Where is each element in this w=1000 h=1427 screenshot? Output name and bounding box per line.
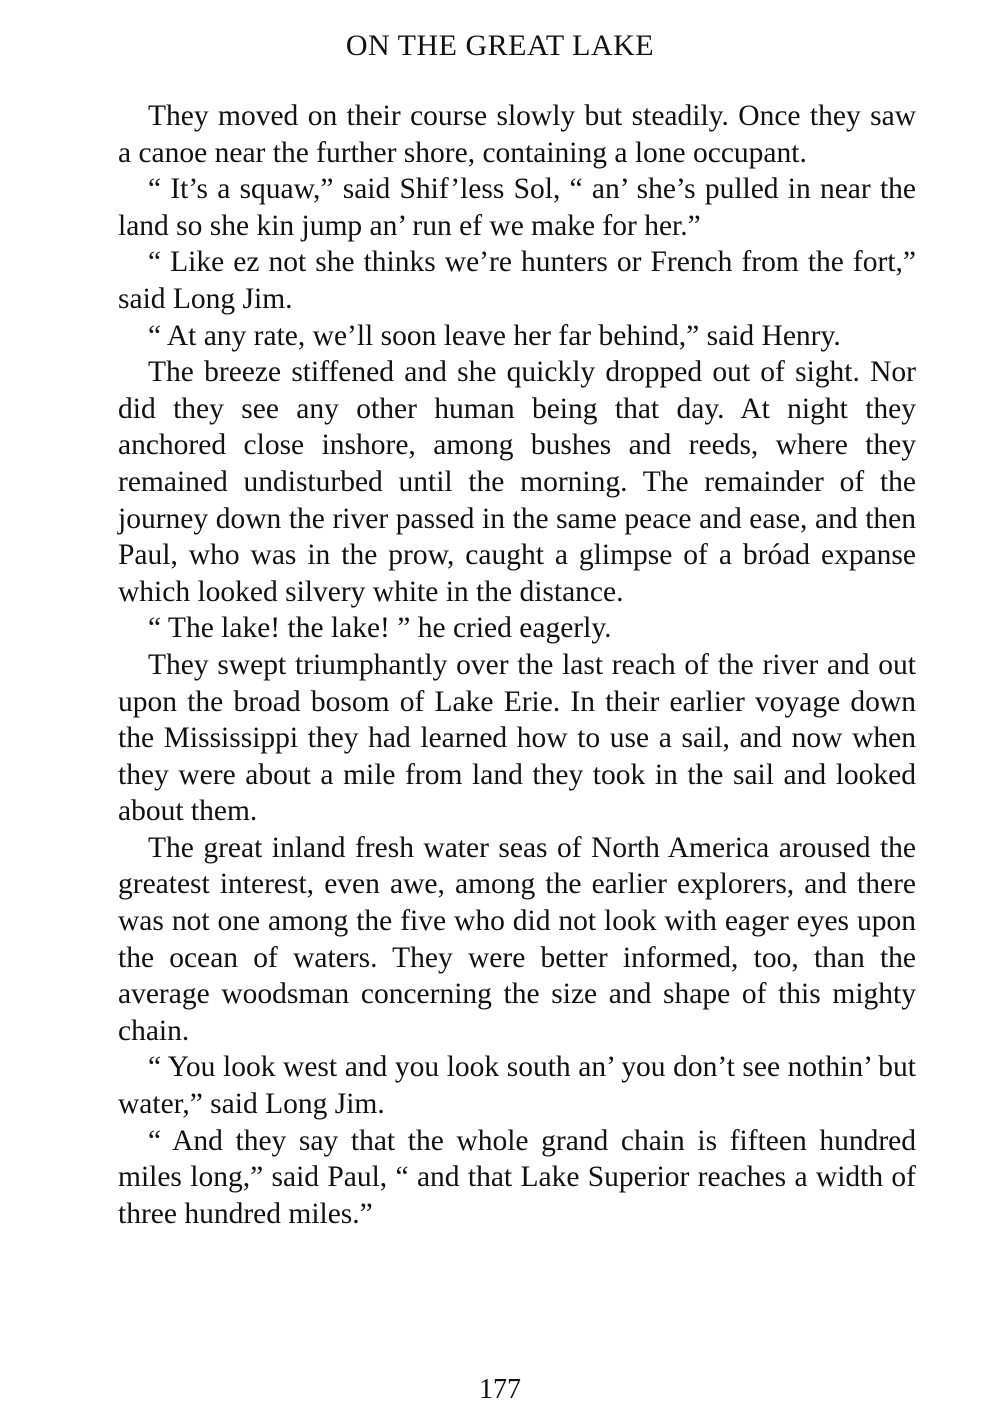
paragraph: “ It’s a squaw,” said Shif’less Sol, “ an’ she’s pulled in near the land so she kin jump an’ run ef we make for her.”: [118, 173, 916, 242]
paragraph: “ You look west and you look south an’ you don’t see nothin’ but water,” said Long Jim.: [118, 1051, 916, 1121]
paragraph: They swept triumphantly over the last reach of the river and out upon the broad bosom of Lake Erie. In their earlier voyage down the Mississippi they had learned how to use a sail, and now when they were about a mile from land they took in the sail and looked about them.: [118, 648, 916, 828]
paragraph: “ Like ez not she thinks we’re hunters or French from the fort,” said Long Jim.: [118, 246, 916, 315]
paragraph: “ The lake! the lake! ” he cried eagerly.: [148, 612, 612, 645]
paragraph: The great inland fresh water seas of North America aroused the greatest interest, even awe, among the earlier explorers, and there was not one among the five who did not look with eager eyes upon the ocean of waters. They were better informed, too, than the average woodsman concerning the size and shape of this mighty chain.: [118, 831, 916, 1047]
paragraph: They moved on their course slowly but steadily. Once they saw a canoe near the further shore, containing a lone occupant.: [118, 100, 916, 169]
body-text: [118, 98, 916, 1232]
page-number: 177: [479, 1374, 521, 1405]
paragraph: The breeze stiffened and she quickly dropped out of sight. Nor did they see any other human being that day. At night they anchored close inshore, among bushes and reeds, where they remained undisturbed until the morning. The remainder of the journey down the river passed in the same peace and ease, and then Paul, who was in the prow, caught a glimpse of a bróad expanse which looked silvery white in the distance.: [118, 356, 916, 608]
paragraph: “ And they say that the whole grand chain is fifteen hundred miles long,” said Paul, “ and that Lake Superior reaches a width of three hundred miles.”: [118, 1124, 916, 1230]
paragraph: “ At any rate, we’ll soon leave her far behind,” said Henry.: [148, 319, 841, 352]
running-head: ON THE GREAT LAKE: [345, 29, 655, 62]
